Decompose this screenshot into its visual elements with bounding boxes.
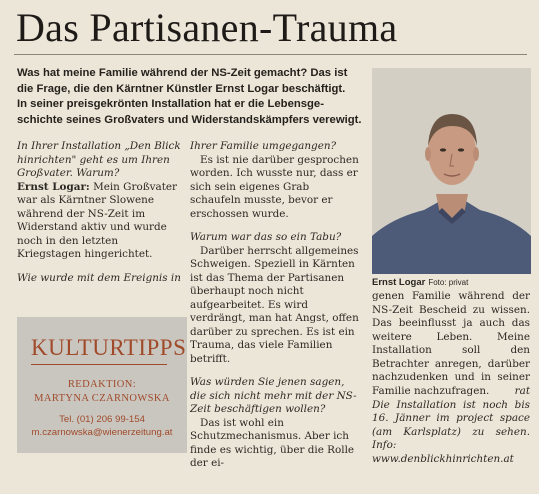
kulturtipps-rule (31, 364, 167, 365)
article-column-1 (17, 140, 183, 285)
question-3: Warum war das so ein Tabu? (190, 231, 342, 243)
author-initials: rat (514, 385, 530, 397)
kulturtipps-box (17, 317, 187, 453)
lead-line: schichte seines Großvaters und Widerstandskämpfers verewigt. (17, 113, 362, 126)
headline-rule (14, 54, 527, 55)
answer-4-continued: genen Familie während der NS-Zeit Bescheid zu wissen. Das beeinflusst ja auch das weitere Leben. Meine Installation soll den Betrachter anregen, darüber nachzudenken und in seiner Familie nachzufragen. (372, 290, 530, 397)
article-column-2 (190, 140, 360, 471)
kulturtipps-title: KULTURTIPPS (31, 335, 187, 360)
answer-4: Das ist wohl ein Schutzmechanismus. Aber ich finde es wichtig, über die Rolle der ei- (190, 416, 355, 469)
caption-name: Ernst Logar (372, 277, 426, 288)
info-note: Die Installation ist noch bis 16. Jänner im project space (am Karlsplatz) zu sehen. Info: www.denblickhinrichten.at (372, 398, 530, 465)
redaktion-name: MARTYNA CZARNOWSKA (34, 393, 170, 404)
answer-2: Es ist nie darüber gesprochen worden. Ich wusste nur, dass er sich sein eigenes Grab schaufeln musste, bevor er erschossen wurde. (190, 153, 359, 220)
headline: Das Partisanen-Trauma (16, 5, 398, 50)
portrait-photo (372, 68, 531, 274)
question-2: Wie wurde mit dem Ereignis in (17, 271, 181, 284)
portrait-illustration (372, 68, 531, 274)
question-4: Was würden Sie jenen sagen, die sich nicht mehr mit der NS-Zeit beschäftigen wollen? (190, 376, 357, 415)
caption-credit: Foto: privat (428, 278, 469, 287)
answer-1 (17, 181, 183, 262)
question-1: In Ihrer Installation „Den Blick hinrichten" geht es um Ihren Großvater. Warum? (17, 140, 181, 179)
photo-caption (372, 277, 532, 288)
redaktion-email[interactable]: m.czarnowska@wienerzeitung.at (31, 427, 173, 438)
redaktion-phone: Tel. (01) 206 99-154 (59, 414, 145, 425)
lead-line: In seiner preisgekrönten Installation hat er die Lebensge- (17, 98, 324, 111)
redaktion-label: REDAKTION: (67, 379, 137, 390)
speaker-name: Ernst Logar: (17, 180, 90, 193)
question-2-continued: Ihrer Familie umgegangen? (190, 140, 337, 152)
lead-line: die Frage, die den Kärntner Künstler Ernst Logar beschäftigt. (17, 82, 346, 95)
answer-3: Darüber herrscht allgemeines Schweigen. Speziell in Kärnten ist das Thema der Partisanen überhaupt noch nicht aufgearbeitet. Es wird verdrängt, man hat Angst, offen darüber zu sprechen. Es ist ein Trauma, das viele Familien betrifft. (190, 244, 359, 365)
lead-line: Was hat meine Familie während der NS-Zeit gemacht? Das ist (17, 67, 348, 79)
answer-1-text: Mein Großvater war als Kärntner Slowene während der NS-Zeit im Widerstand aktiv und wurde noch in den letzten Kriegstagen hingerichtet. (17, 180, 177, 260)
lead-paragraph (17, 66, 367, 128)
article-column-3 (372, 290, 530, 466)
